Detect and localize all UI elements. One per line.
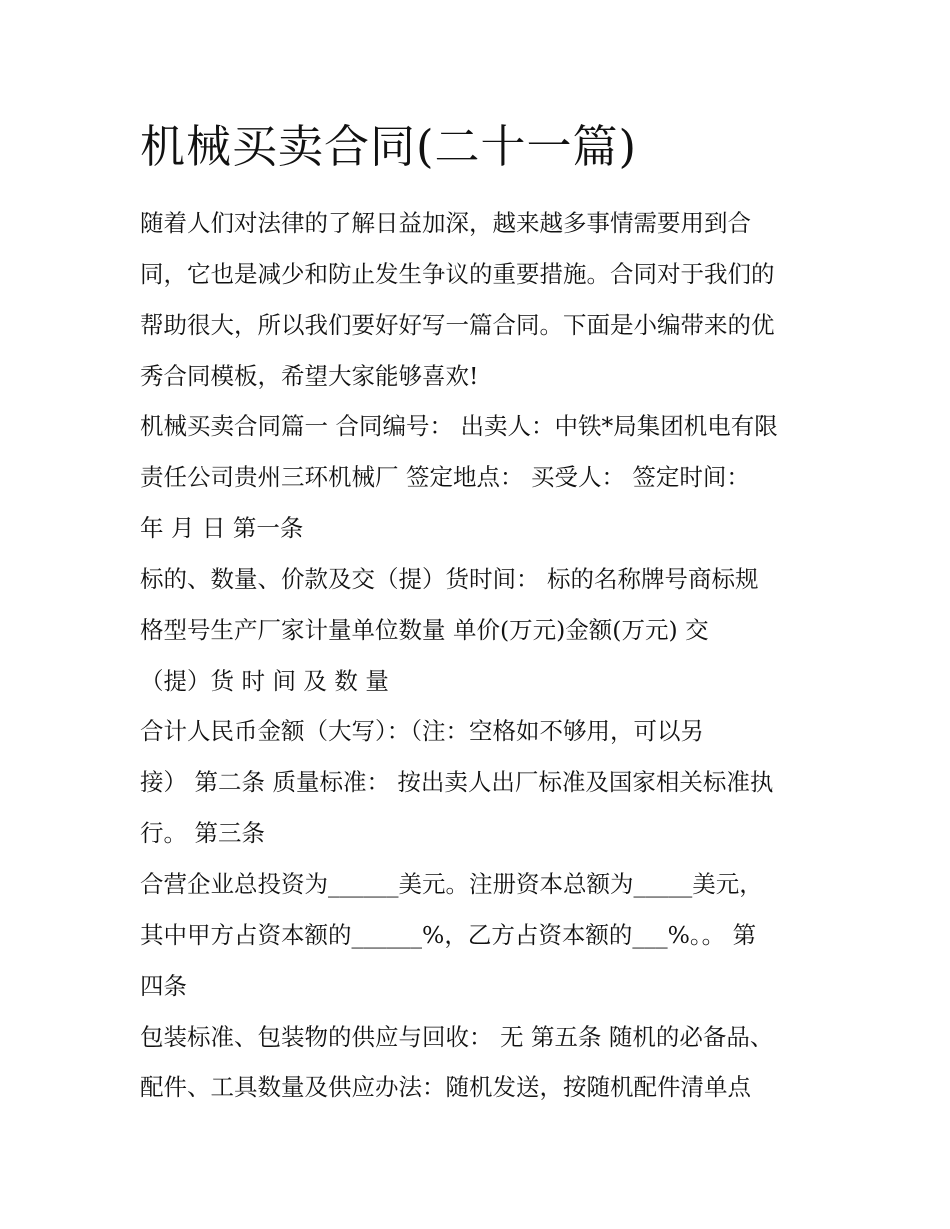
body-line-11: 合计人民币金额（大写）：（注：空格如不够用，可以另 [140, 717, 704, 746]
body-line-10: （提）货 时 间 及 数 量 [140, 666, 389, 695]
body-line-2: 同，它也是减少和防止发生争议的重要措施。合同对于我们的 [140, 259, 775, 288]
body-line-6: 责任公司贵州三环机械厂 签定地点： 买受人： 签定时间： [140, 463, 750, 492]
body-line-8: 标的、数量、价款及交（提）货时间： 标的名称牌号商标规 [140, 564, 759, 593]
document-title: 机械买卖合同(二十一篇) [140, 120, 638, 173]
body-line-15: 其中甲方占资本额的______%，乙方占资本额的___%。。 第 [140, 920, 757, 949]
body-line-7: 年 月 日 第一条 [140, 514, 304, 543]
document-body [140, 198, 820, 1113]
body-line-12: 接） 第二条 质量标准： 按出卖人出厂标准及国家相关标准执 [140, 768, 774, 797]
body-line-16: 四条 [140, 971, 187, 1000]
body-line-1: 随着人们对法律的了解日益加深，越来越多事情需要用到合 [140, 209, 751, 237]
body-line-5: 机械买卖合同篇一 合同编号： 出卖人：中铁*局集团机电有限 [140, 412, 778, 441]
body-line-3: 帮助很大，所以我们要好好写一篇合同。下面是小编带来的优 [140, 310, 775, 339]
body-line-13: 行。 第三条 [140, 819, 265, 848]
body-line-4: 秀合同模板，希望大家能够喜欢! [140, 361, 479, 390]
body-line-17: 包装标准、包装物的供应与回收： 无 第五条 随机的必备品、 [140, 1022, 774, 1051]
body-line-9: 格型号生产厂家计量单位数量 单价(万元)金额(万元) 交 [140, 615, 709, 644]
body-line-18: 配件、工具数量及供应办法：随机发送，按随机配件清单点 [140, 1073, 751, 1102]
body-line-14: 合营企业总投资为______美元。注册资本总额为_____美元， [140, 869, 763, 898]
